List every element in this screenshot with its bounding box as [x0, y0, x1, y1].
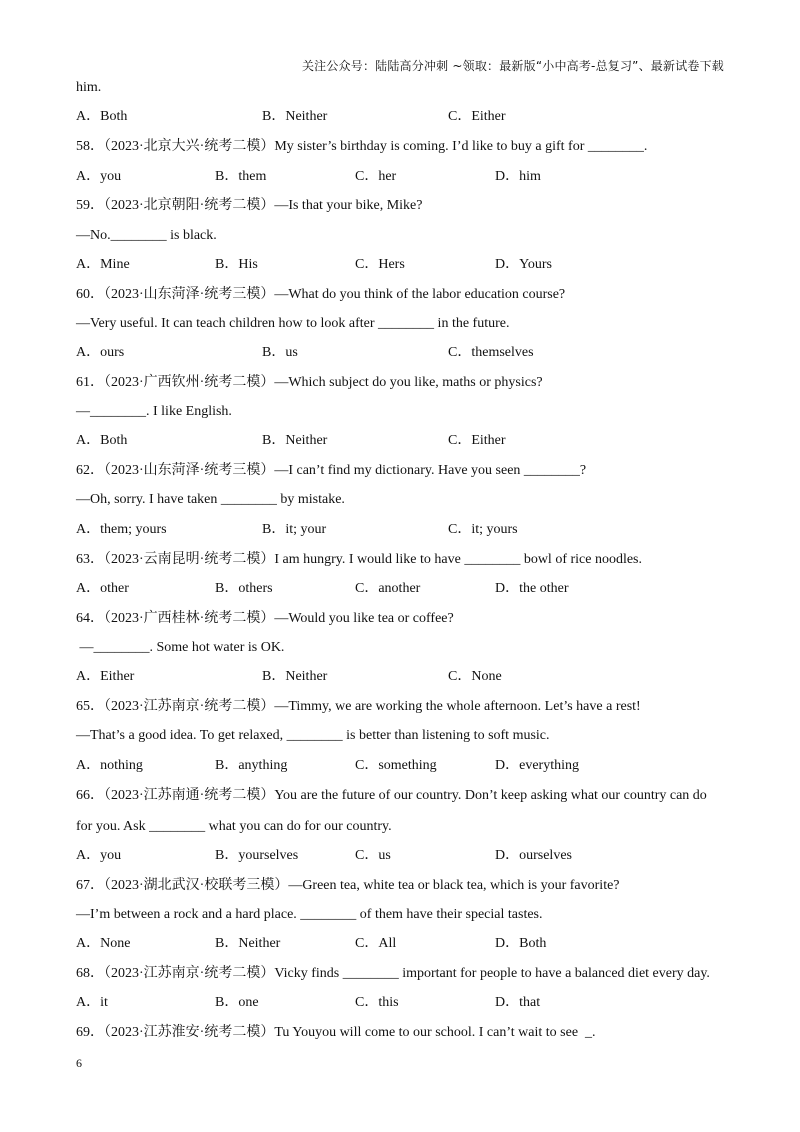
answer-option: B．yourselves — [215, 848, 299, 863]
answer-option: A．nothing — [76, 758, 143, 773]
question-text-line: him. — [76, 80, 102, 95]
question-text-line: 68．（2023·江苏南京·统考二模）Vicky finds ________ important for people to have a balanced diet every day. — [76, 966, 710, 981]
answer-option: C．another — [355, 581, 421, 596]
answer-option: C．Either — [448, 433, 506, 448]
answer-option: B．us — [262, 345, 298, 360]
question-text-line: —Oh, sorry. I have taken ________ by mistake. — [76, 492, 345, 507]
question-text-line: —________. Some hot water is OK. — [76, 640, 285, 655]
page-number: 6 — [76, 1056, 82, 1070]
answer-option: A．Either — [76, 669, 135, 684]
answer-option: D．Both — [495, 936, 547, 951]
answer-option: A．Both — [76, 433, 128, 448]
answer-option: B．anything — [215, 758, 288, 773]
answer-option: D．him — [495, 169, 541, 184]
answer-option: C．it; yours — [448, 522, 518, 537]
question-text-line: —Very useful. It can teach children how to look after ________ in the future. — [76, 316, 510, 331]
question-text-line: 69．（2023·江苏淮安·统考二模）Tu Youyou will come to our school. I can’t wait to see _. — [76, 1025, 596, 1040]
answer-option: D．that — [495, 995, 541, 1010]
answer-option: B．others — [215, 581, 273, 596]
question-text-line: for you. Ask ________ what you can do for our country. — [76, 819, 392, 834]
answer-option: B．it; your — [262, 522, 327, 537]
question-text-line: 63．（2023·云南昆明·统考二模）I am hungry. I would like to have ________ bowl of rice noodles. — [76, 552, 643, 567]
answer-option: A．ours — [76, 345, 125, 360]
question-text-line: 65．（2023·江苏南京·统考二模）—Timmy, we are working the whole afternoon. Let’s have a rest! — [76, 699, 641, 714]
question-text-line: —No.________ is black. — [76, 228, 217, 243]
answer-option: D．Yours — [495, 257, 552, 272]
answer-option: A．them; yours — [76, 522, 167, 537]
question-text-line: —I’m between a rock and a hard place. ________ of them have their special tastes. — [76, 907, 543, 922]
answer-option: D．everything — [495, 758, 579, 773]
answer-option: C．All — [355, 936, 397, 951]
question-text-line: 59．（2023·北京朝阳·统考二模）—Is that your bike, Mike? — [76, 198, 423, 213]
question-text-line: 60．（2023·山东菏泽·统考三模）—What do you think of the labor education course? — [76, 287, 566, 302]
answer-option: B．His — [215, 257, 258, 272]
answer-option: A．None — [76, 936, 131, 951]
answer-option: C．Either — [448, 109, 506, 124]
question-text-line: —That’s a good idea. To get relaxed, ________ is better than listening to soft music. — [76, 728, 550, 743]
answer-option: C．something — [355, 758, 437, 773]
answer-option: C．themselves — [448, 345, 534, 360]
answer-option: A．you — [76, 169, 122, 184]
answer-option: B．Neither — [215, 936, 281, 951]
answer-option: A．it — [76, 995, 108, 1010]
answer-option: A．Mine — [76, 257, 130, 272]
answer-option: A．you — [76, 848, 122, 863]
page-header: 关注公众号：陆陆高分冲刺 ~领取：最新版“小中高考-总复习”、最新试卷下载 — [301, 59, 724, 73]
question-text-line: 66．（2023·江苏南通·统考二模）You are the future of our country. Don’t keep asking what our country can do — [76, 788, 707, 803]
answer-option: D．the other — [495, 581, 569, 596]
answer-option: C．her — [355, 169, 397, 184]
answer-option: C．this — [355, 995, 399, 1010]
answer-option: C．us — [355, 848, 391, 863]
answer-option: B．Neither — [262, 109, 328, 124]
question-text-line: —________. I like English. — [76, 404, 232, 419]
answer-option: C．None — [448, 669, 502, 684]
answer-option: B．one — [215, 995, 259, 1010]
answer-option: B．Neither — [262, 433, 328, 448]
question-text-line: 67．（2023·湖北武汉·校联考三模）—Green tea, white tea or black tea, which is your favorite? — [76, 878, 620, 893]
answer-option: A．Both — [76, 109, 128, 124]
question-text-line: 62．（2023·山东菏泽·统考三模）—I can’t find my dictionary. Have you seen ________? — [76, 463, 587, 478]
answer-option: A．other — [76, 581, 129, 596]
answer-option: B．Neither — [262, 669, 328, 684]
question-text-line: 61．（2023·广西钦州·统考二模）—Which subject do you like, maths or physics? — [76, 375, 543, 390]
answer-option: C．Hers — [355, 257, 405, 272]
answer-option: B．them — [215, 169, 267, 184]
answer-option: D．ourselves — [495, 848, 572, 863]
question-text-line: 64．（2023·广西桂林·统考二模）—Would you like tea or coffee? — [76, 611, 454, 626]
question-text-line: 58．（2023·北京大兴·统考二模）My sister’s birthday is coming. I’d like to buy a gift for ________. — [76, 139, 648, 154]
